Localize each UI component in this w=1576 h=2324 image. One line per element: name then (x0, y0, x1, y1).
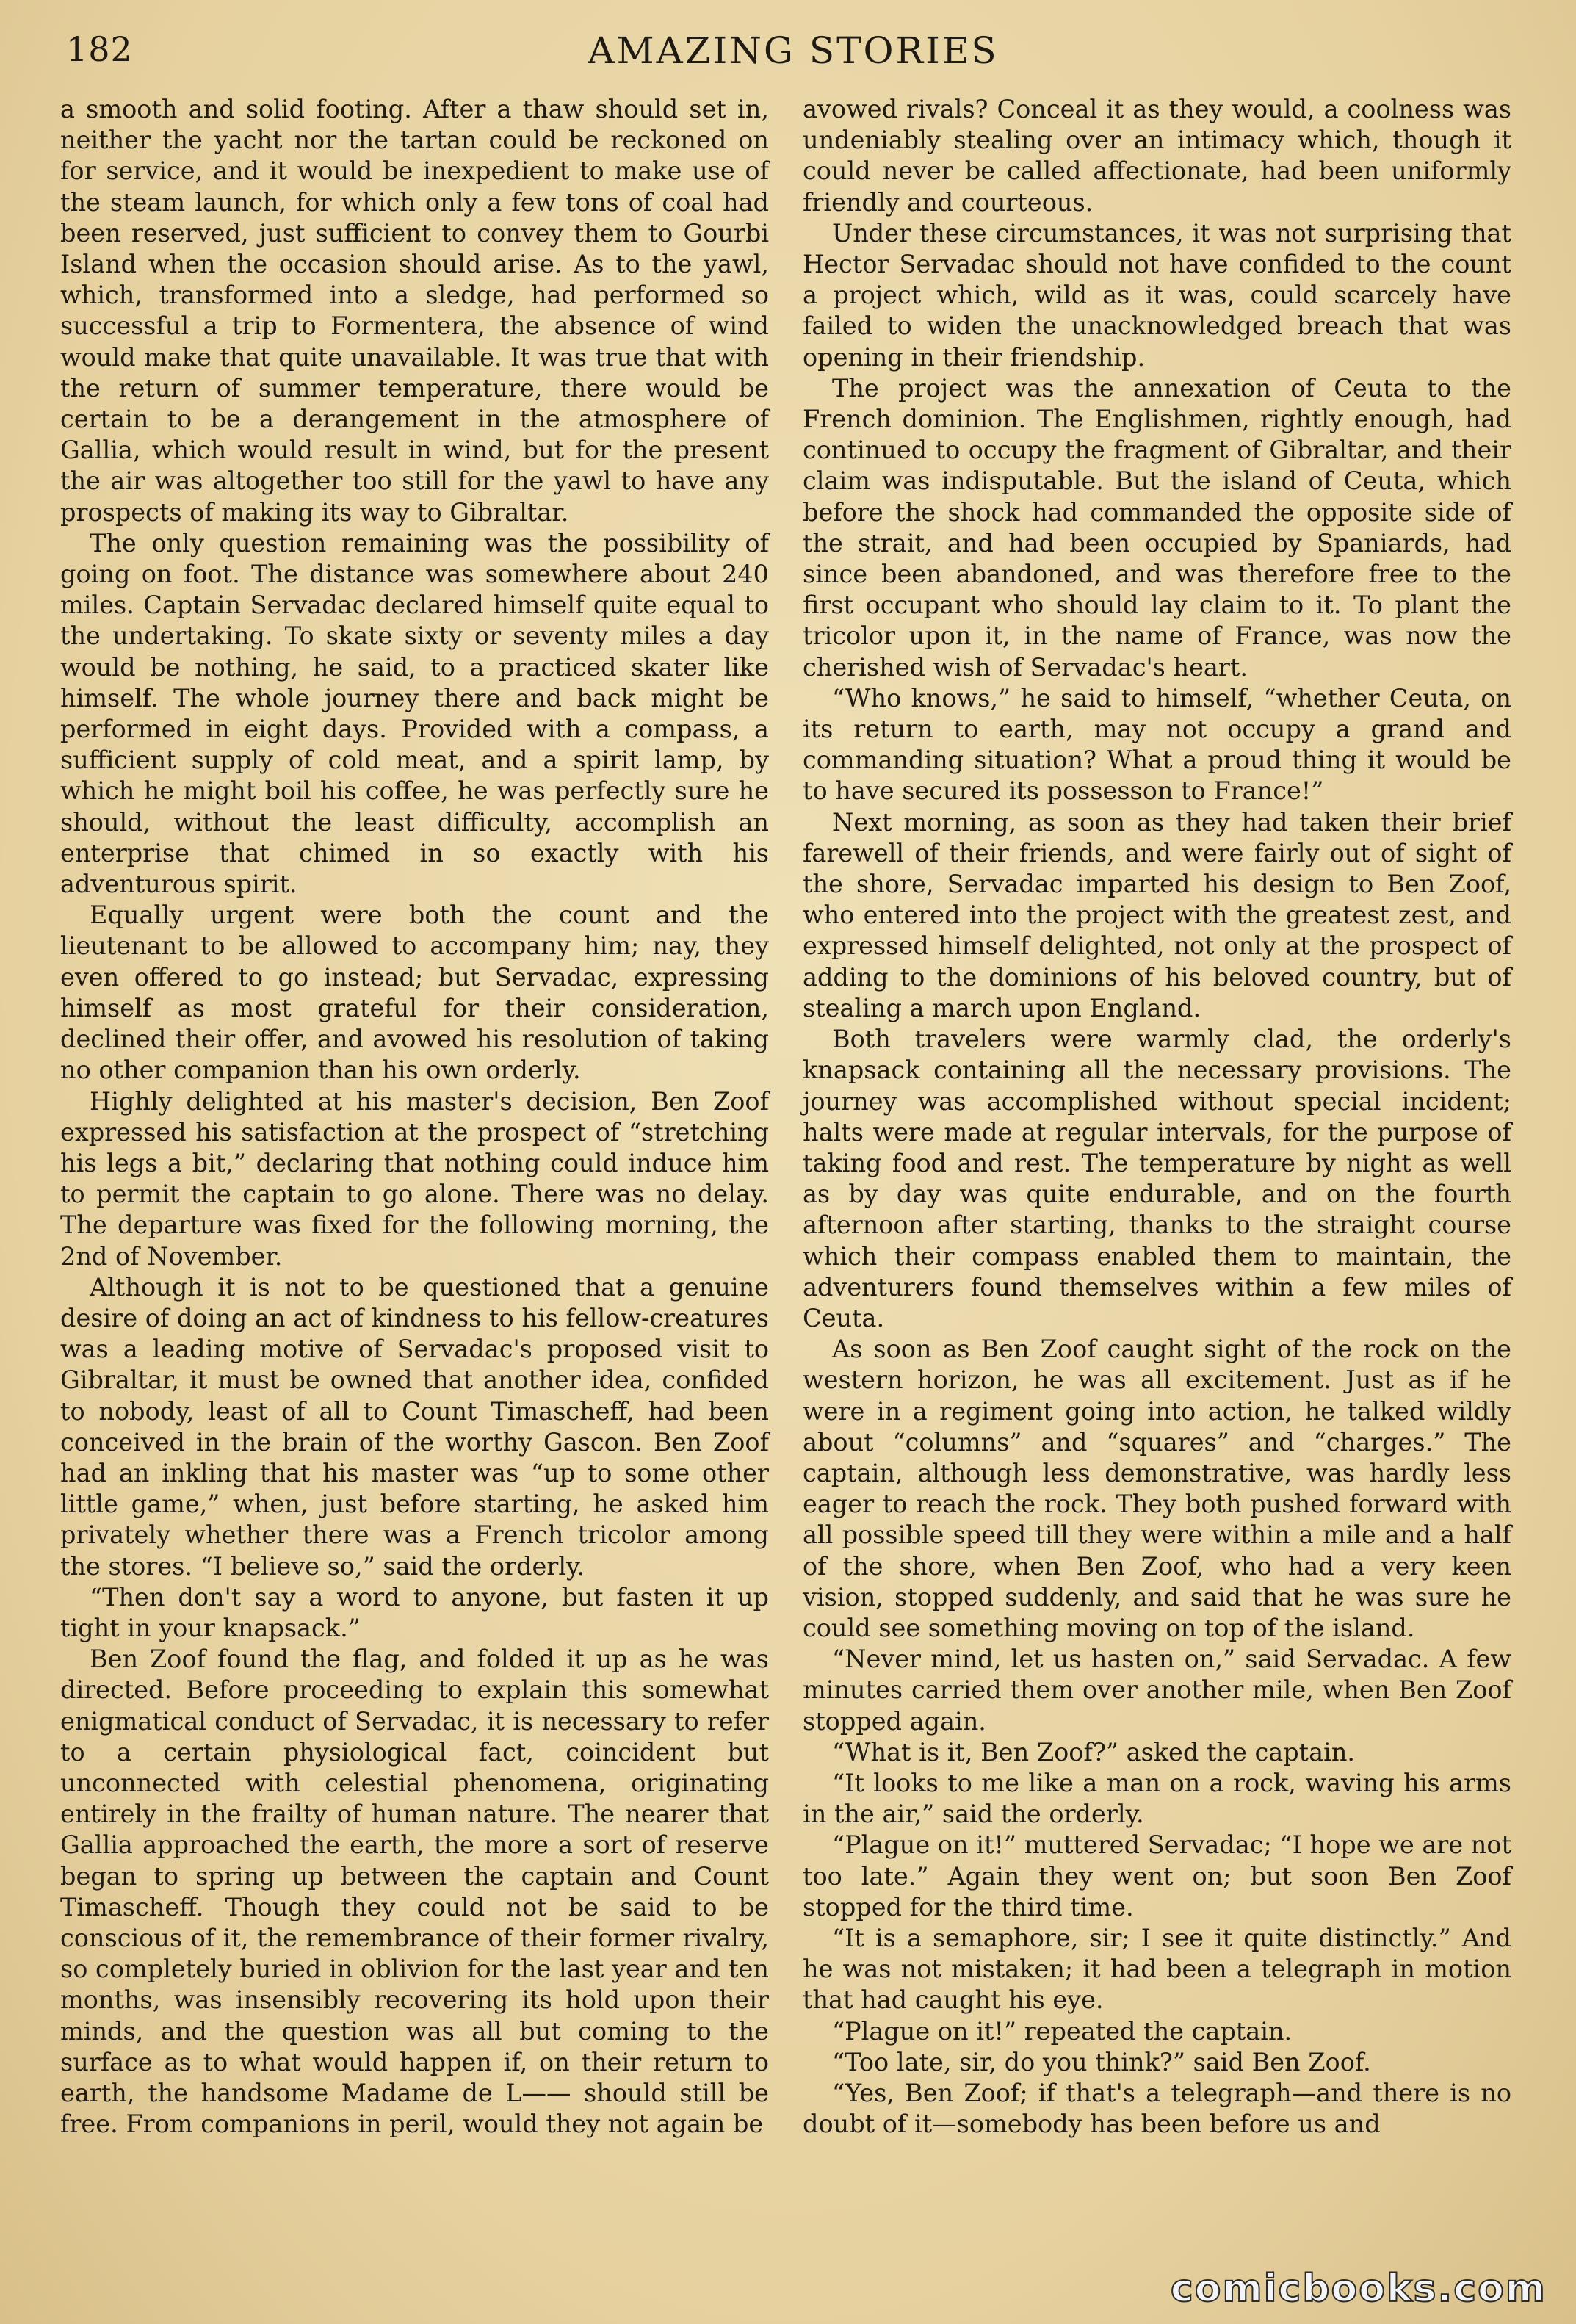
paragraph: “Then don't say a word to anyone, but fasten it up tight in your knapsack.” (60, 1582, 769, 1642)
paragraph: “Yes, Ben Zoof; if that's a telegraph—and there is no doubt of it—somebody has been before us and (803, 2079, 1511, 2139)
paragraph: Equally urgent were both the count and the lieutenant to be allowed to accompany him; nay, they even offered to go instead; but Servadac, expressing himself as most grateful for their consideration, declined their offer, and avowed his resolution of taking no other companion than his own orderly. (60, 901, 769, 1085)
paragraph: “Too late, sir, do you think?” said Ben Zoof. (832, 2047, 1371, 2076)
paragraph: a smooth and solid footing. After a thaw should set in, neither the yacht nor the tartan could be reckoned on for service, and it would be inexpedient to make use of the steam launch, for which only a few tons of coal had been reserved, just sufficient to convey them to Gourbi Island when the occasion should arise. As to the yawl, which, transformed into a sledge, had performed so successful a trip to Formentera, the absence of wind would make that quite unavailable. It was true that with the return of summer temperature, there would be certain to be a derangement in the atmosphere of Gallia, which would result in wind, but for the present the air was altogether too still for the yawl to have any prospects of making its way to Gibraltar. (60, 95, 769, 527)
right-text-column (803, 94, 1511, 2140)
paragraph: “Plague on it!” repeated the captain. (832, 2016, 1293, 2046)
page-header (59, 29, 1528, 88)
paragraph: As soon as Ben Zoof caught sight of the rock on the western horizon, he was all excitement. Just as if he were in a regiment going into action, he talked wildly about “columns” and “squares” and “charges.” The captain, although less demonstrative, was hardly less eager to reach the rock. They both pushed forward with all possible speed till they were within a mile and a half of the shore, when Ben Zoof, who had a very keen vision, stopped suddenly, and said that he was sure he could see something moving on top of the island. (803, 1335, 1511, 1642)
paragraph: “Plague on it!” muttered Servadac; “I hope we are not too late.” Again they went on; but soon Ben Zoof stopped for the third time. (803, 1830, 1511, 1921)
paragraph: Under these circumstances, it was not surprising that Hector Servadac should not have confided to the count a project which, wild as it was, could scarcely have failed to widen the unacknowledged breach that was opening in their friendship. (803, 218, 1511, 372)
paragraph: The project was the annexation of Ceuta to the French dominion. The Englishmen, rightly enough, had continued to occupy the fragment of Gibraltar, and their claim was indisputable. But the island of Ceuta, which before the shock had commanded the opposite side of the strait, and had been occupied by Spaniards, had since been abandoned, and was therefore free to the first occupant who should lay claim to it. To plant the tricolor upon it, in the name of France, was now the cherished wish of Servadac's heart. (803, 373, 1511, 682)
paragraph: “Never mind, let us hasten on,” said Servadac. A few minutes carried them over another mile, when Ben Zoof stopped again. (803, 1645, 1511, 1736)
left-text-column (60, 94, 769, 2140)
paragraph: “Who knows,” he said to himself, “whether Ceuta, on its return to earth, may not occupy a grand and commanding situation? What a proud thing it would be to have secured its possesson to France!” (803, 683, 1511, 806)
watermark-logo: comicbooks.com (1170, 2267, 1547, 2311)
paragraph: Next morning, as soon as they had taken their brief farewell of their friends, and were fairly out of sight of the shore, Servadac imparted his design to Ben Zoof, who entered into the project with the greatest zest, and expressed himself delighted, not only at the prospect of adding to the dominions of his beloved country, but of stealing a march upon England. (803, 807, 1511, 1022)
paragraph: Highly delighted at his master's decision, Ben Zoof expressed his satisfaction at the prospect of “stretching his legs a bit,” declaring that nothing could induce him to permit the captain to go alone. There was no delay. The departure was fixed for the following morning, the 2nd of November. (60, 1086, 769, 1271)
paragraph: Ben Zoof found the flag, and folded it up as he was directed. Before proceeding to explain this somewhat enigmatical conduct of Servadac, it is necessary to refer to a certain physiological fact, coincident but unconnected with celestial phenomena, originating entirely in the frailty of human nature. The nearer that Gallia approached the earth, the more a sort of reserve began to spring up between the captain and Count Timascheff. Though they could not be said to be conscious of it, the remembrance of their former rivalry, so completely buried in oblivion for the last year and ten months, was insensibly recovering its hold upon their minds, and the question was all but coming to the surface as to what would happen if, on their return to earth, the handsome Madame de L—— should still be free. From companions in peril, would they not again be (60, 1645, 769, 2139)
paragraph: “What is it, Ben Zoof?” asked the captain. (832, 1737, 1356, 1767)
page-number: 182 (66, 29, 133, 69)
paragraph: Although it is not to be questioned that a genuine desire of doing an act of kindness to his fellow-creatures was a leading motive of Servadac's proposed visit to Gibraltar, it must be owned that another idea, confided to nobody, least of all to Count Timascheff, had been conceived in the brain of the worthy Gascon. Ben Zoof had an inkling that his master was “up to some other little game,” when, just before starting, he asked him privately whether there was a French tricolor among the stores. “I believe so,” said the orderly. (60, 1272, 769, 1581)
paragraph: The only question remaining was the possibility of going on foot. The distance was somewhere about 240 miles. Captain Servadac declared himself quite equal to the undertaking. To skate sixty or seventy miles a day would be nothing, he said, to a practiced skater like himself. The whole journey there and back might be performed in eight days. Provided with a compass, a sufficient supply of cold meat, and a spirit lamp, by which he might boil his coffee, he was perfectly sure he should, without the least difficulty, accomplish an enterprise that chimed in so exactly with his adventurous spirit. (60, 528, 769, 899)
paragraph: “It is a semaphore, sir; I see it quite distinctly.” And he was not mistaken; it had been a telegraph in motion that had caught his eye. (803, 1923, 1511, 2015)
paragraph: Both travelers were warmly clad, the orderly's knapsack containing all the necessary provisions. The journey was accomplished without special incident; halts were made at regular intervals, for the purpose of taking food and rest. The temperature by night as well as by day was quite endurable, and on the fourth afternoon after starting, thanks to the straight course which their compass enabled them to maintain, the adventurers found themselves within a few miles of Ceuta. (803, 1025, 1511, 1332)
running-head-title: AMAZING STORIES (588, 29, 999, 72)
paragraph: “It looks to me like a man on a rock, waving his arms in the air,” said the orderly. (803, 1768, 1511, 1829)
paragraph: avowed rivals? Conceal it as they would, a coolness was undeniably stealing over an intimacy which, though it could never be called affectionate, had been uniformly friendly and courteous. (803, 95, 1511, 217)
